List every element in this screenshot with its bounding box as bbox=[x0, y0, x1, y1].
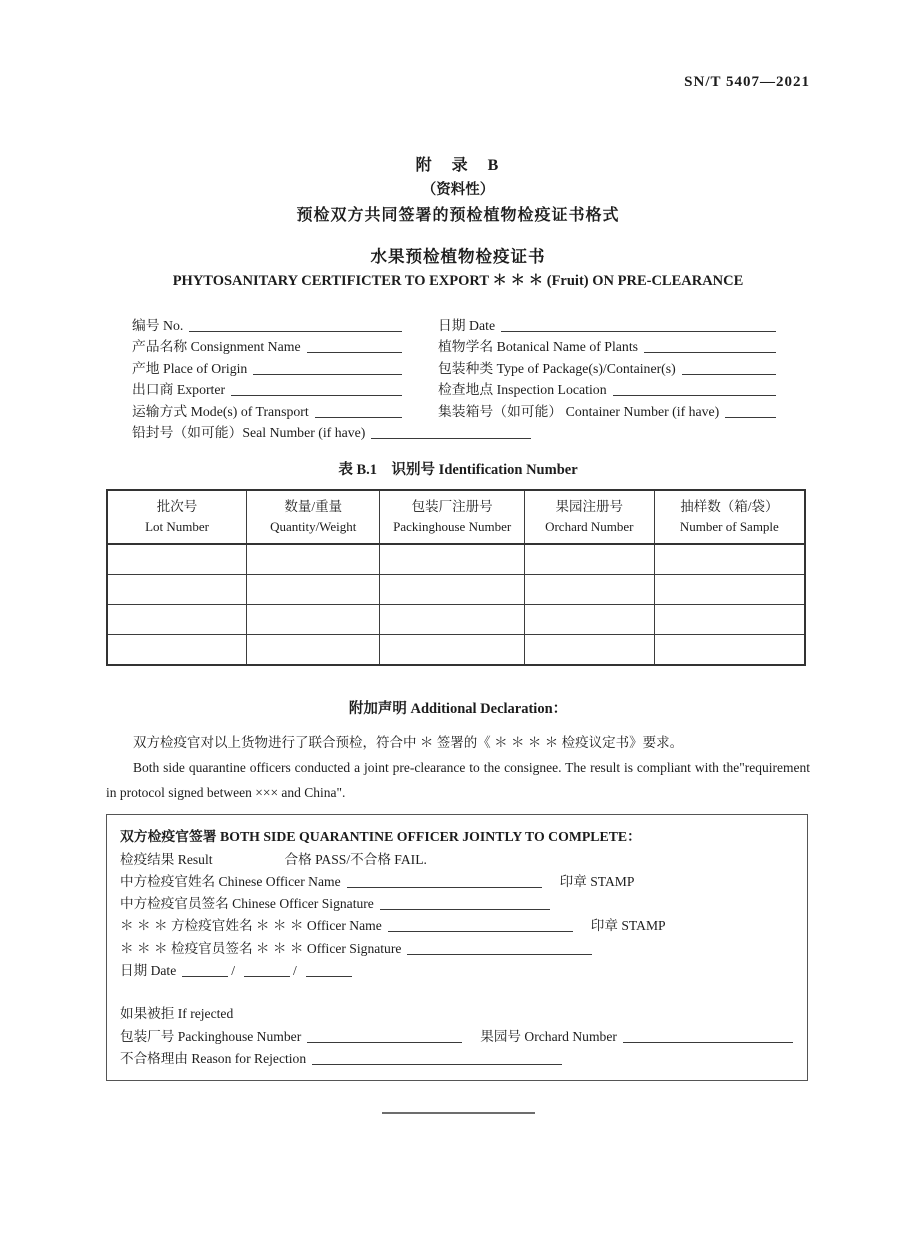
date-separator: / bbox=[293, 963, 297, 979]
table-caption: 表 B.1 识别号 Identification Number bbox=[338, 462, 578, 478]
blank-field bbox=[623, 1041, 793, 1043]
field-exporter bbox=[132, 378, 404, 400]
certificate-title-zh: 水果预检植物检疫证书 bbox=[370, 247, 546, 266]
table-row bbox=[107, 635, 805, 666]
blank-field bbox=[682, 373, 776, 375]
table-cell-empty bbox=[524, 605, 654, 635]
cn-officer-signature-line bbox=[120, 891, 793, 913]
certificate-form bbox=[106, 313, 810, 442]
signature-box-heading-label: 双方检疫官签署 BOTH SIDE QUARANTINE OFFICER JOINTLY TO COMPLETE： bbox=[120, 829, 641, 845]
column-header-orchard-number bbox=[524, 490, 654, 544]
field-consignment-name bbox=[132, 335, 404, 357]
field-package-type bbox=[438, 356, 778, 378]
foreign-officer-name-line bbox=[120, 913, 793, 935]
date-label: 日期 Date bbox=[120, 963, 177, 979]
field-date-label: 日期 Date bbox=[438, 317, 496, 333]
column-header-zh: 包装厂注册号 bbox=[411, 499, 493, 514]
column-header-en: Lot Number bbox=[145, 519, 209, 534]
blank-field bbox=[306, 975, 352, 977]
field-container-number-label: 集装箱号（如可能） Container Number (if have) bbox=[438, 403, 720, 419]
spacer bbox=[120, 980, 793, 1001]
additional-declaration-heading: 附加声明 Additional Declaration： bbox=[348, 701, 568, 717]
blank-field bbox=[380, 908, 550, 910]
blank-field bbox=[253, 373, 402, 375]
field-botanical-name bbox=[438, 335, 778, 357]
column-header-packinghouse-number bbox=[380, 490, 524, 544]
blank-field bbox=[307, 351, 402, 353]
field-package-type-label: 包装种类 Type of Package(s)/Container(s) bbox=[438, 360, 676, 376]
table-cell-empty bbox=[247, 635, 380, 666]
blank-field bbox=[307, 1041, 462, 1043]
table-cell-empty bbox=[654, 575, 805, 605]
appendix-type-note: （资料性） bbox=[421, 182, 495, 198]
packinghouse-orchard-line bbox=[120, 1023, 793, 1045]
table-cell-empty bbox=[107, 605, 247, 635]
blank-field bbox=[407, 953, 592, 955]
table-row bbox=[107, 575, 805, 605]
table-cell-empty bbox=[654, 605, 805, 635]
table-cell-empty bbox=[107, 635, 247, 666]
field-date bbox=[438, 313, 778, 335]
field-transport-mode bbox=[132, 399, 404, 421]
column-header-en: Orchard Number bbox=[545, 519, 634, 534]
table-cell-empty bbox=[654, 544, 805, 575]
blank-field bbox=[244, 975, 290, 977]
certificate-title bbox=[106, 244, 810, 294]
table-cell-empty bbox=[524, 544, 654, 575]
blank-field bbox=[347, 886, 542, 888]
column-header-zh: 抽样数（箱/袋） bbox=[680, 499, 779, 514]
column-header-number-of-sample bbox=[654, 490, 805, 544]
appendix-heading bbox=[106, 154, 810, 229]
blank-field bbox=[644, 351, 776, 353]
table-cell-empty bbox=[380, 575, 524, 605]
cn-officer-name-line bbox=[120, 869, 793, 891]
foreign-officer-name-label: ＊ ＊ ＊ 方检疫官姓名 ＊ ＊ ＊ Officer Name bbox=[120, 918, 382, 934]
foreign-stamp-label: 印章 STAMP bbox=[590, 918, 666, 934]
blank-field bbox=[189, 330, 402, 332]
field-no bbox=[132, 313, 404, 335]
blank-field bbox=[182, 975, 228, 977]
packinghouse-label: 包装厂号 Packinghouse Number bbox=[120, 1028, 302, 1044]
table-cell-empty bbox=[380, 605, 524, 635]
signature-box-heading bbox=[120, 824, 793, 846]
column-header-en: Quantity/Weight bbox=[270, 519, 357, 534]
appendix-subject: 预检双方共同签署的预检植物检疫证书格式 bbox=[296, 207, 620, 224]
blank-field bbox=[371, 437, 531, 439]
table-cell-empty bbox=[524, 575, 654, 605]
table-row bbox=[107, 544, 805, 575]
standard-code: SN/T 5407—2021 bbox=[684, 74, 810, 90]
field-exporter-label: 出口商 Exporter bbox=[132, 382, 226, 397]
table-header-row bbox=[107, 490, 805, 544]
table-cell-empty bbox=[247, 605, 380, 635]
signature-box bbox=[106, 814, 808, 1081]
field-botanical-name-label: 植物学名 Botanical Name of Plants bbox=[438, 339, 639, 354]
blank-field bbox=[613, 394, 776, 396]
column-header-en: Number of Sample bbox=[679, 519, 779, 534]
table-cell-empty bbox=[247, 575, 380, 605]
column-header-lot-number bbox=[107, 490, 247, 544]
field-seal-number-label: 铅封号（如可能）Seal Number (if have) bbox=[132, 425, 366, 440]
certificate-title-en: PHYTOSANITARY CERTIFICTER TO EXPORT ＊ ＊ ＊ (Fruit) ON PRE-CLEARANCE bbox=[172, 273, 744, 289]
declaration-paragraph-en: Both side quarantine officers conducted a joint pre-clearance to the consignee. The result is compliant with the"requirement in protocol signed between ××× and China". bbox=[106, 760, 810, 800]
appendix-title: 附 录 B bbox=[415, 157, 501, 174]
column-header-en: Packinghouse Number bbox=[393, 519, 512, 534]
rejection-reason-line bbox=[120, 1046, 793, 1068]
foreign-officer-signature-label: ＊ ＊ ＊ 检疫官员签名 ＊ ＊ ＊ Officer Signature bbox=[120, 940, 402, 956]
cn-officer-signature-label: 中方检疫官员签名 Chinese Officer Signature bbox=[120, 896, 374, 912]
field-consignment-name-label: 产品名称 Consignment Name bbox=[132, 339, 301, 354]
declaration-paragraph-zh: 双方检疫官对以上货物进行了联合预检，符合中 ＊ 签署的《 ＊ ＊ ＊ ＊ 检疫议定书》要求。 bbox=[133, 735, 684, 750]
field-transport-mode-label: 运输方式 Mode(s) of Transport bbox=[132, 403, 309, 419]
blank-field bbox=[388, 930, 573, 932]
table-cell-empty bbox=[380, 544, 524, 575]
foreign-officer-signature-line bbox=[120, 935, 793, 957]
table-cell-empty bbox=[524, 635, 654, 666]
date-line bbox=[120, 958, 793, 980]
identification-number-table bbox=[106, 489, 806, 666]
table-cell-empty bbox=[107, 544, 247, 575]
field-place-of-origin bbox=[132, 356, 404, 378]
blank-field bbox=[231, 394, 402, 396]
result-value: 合格 PASS/不合格 FAIL. bbox=[284, 851, 427, 867]
rejected-label: 如果被拒 If rejected bbox=[120, 1006, 234, 1022]
result-label: 检疫结果 Result bbox=[120, 851, 213, 867]
column-header-zh: 数量/重量 bbox=[284, 499, 343, 514]
rejected-line bbox=[120, 1001, 793, 1023]
table-cell-empty bbox=[247, 544, 380, 575]
rejection-reason-label: 不合格理由 Reason for Rejection bbox=[120, 1050, 307, 1066]
table-cell-empty bbox=[380, 635, 524, 666]
cn-officer-name-label: 中方检疫官姓名 Chinese Officer Name bbox=[120, 873, 341, 889]
end-of-section-rule bbox=[382, 1112, 535, 1114]
blank-field bbox=[312, 1063, 562, 1065]
field-place-of-origin-label: 产地 Place of Origin bbox=[132, 360, 248, 376]
column-header-zh: 果园注册号 bbox=[555, 499, 624, 514]
field-container-number bbox=[438, 399, 778, 421]
blank-field bbox=[501, 330, 776, 332]
field-inspection-location-label: 检查地点 Inspection Location bbox=[438, 382, 607, 397]
field-no-label: 编号 No. bbox=[132, 317, 184, 333]
column-header-zh: 批次号 bbox=[156, 499, 198, 514]
table-cell-empty bbox=[107, 575, 247, 605]
blank-field bbox=[315, 416, 402, 418]
field-inspection-location bbox=[438, 378, 778, 400]
field-seal-number bbox=[132, 421, 810, 443]
table-cell-empty bbox=[654, 635, 805, 666]
column-header-quantity-weight bbox=[247, 490, 380, 544]
blank-field bbox=[725, 416, 776, 418]
cn-stamp-label: 印章 STAMP bbox=[559, 873, 635, 889]
orchard-label: 果园号 Orchard Number bbox=[480, 1028, 617, 1044]
date-separator: / bbox=[231, 963, 236, 979]
result-line bbox=[120, 846, 793, 868]
table-row bbox=[107, 605, 805, 635]
